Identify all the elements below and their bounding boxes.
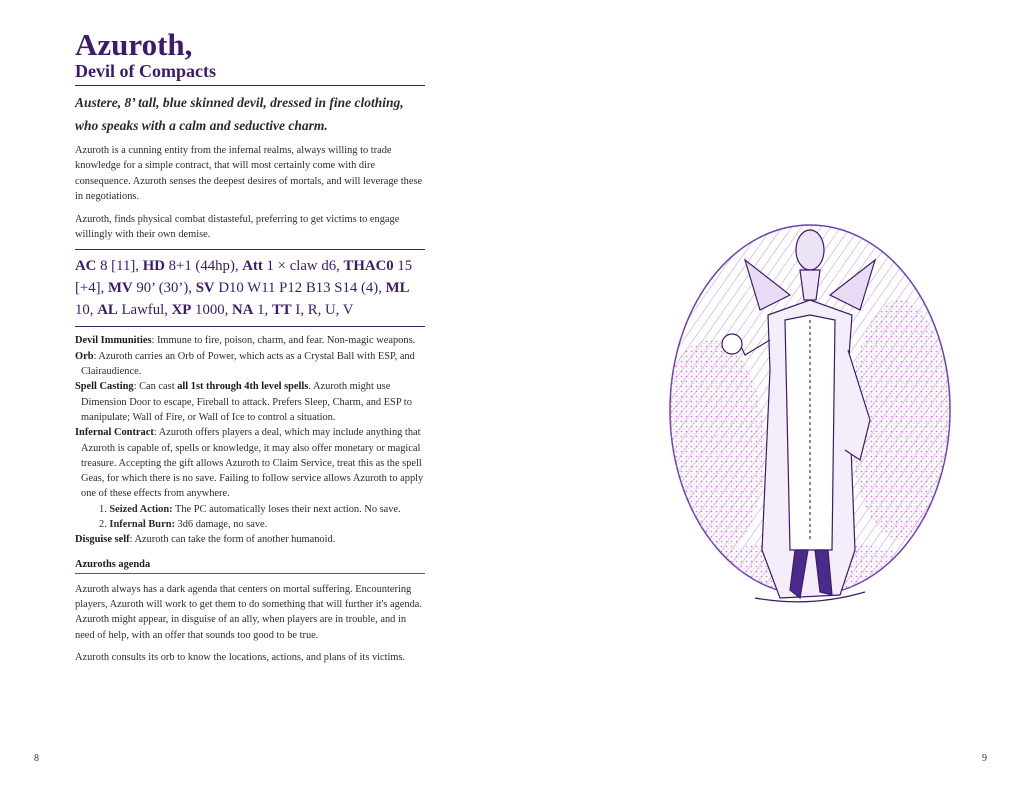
stat-tt-label: TT (271, 302, 292, 319)
stat-block (75, 255, 425, 321)
stat-mv-label: MV (108, 280, 133, 297)
effect-2-number: 2. (99, 519, 107, 530)
title-rule (75, 85, 425, 86)
effect-2-label: Infernal Burn: (109, 519, 175, 530)
ability-contract-label: Infernal Contract (75, 427, 154, 439)
stat-na-value: 1, (257, 302, 269, 319)
stat-mv-value: 90’ (30’), (136, 280, 192, 297)
ability-orb-label: Orb (75, 350, 94, 362)
intro-paragraph-1: Azuroth is a cunning entity from the infernal realms, always willing to trade knowledge for a simple contract, that will most certainly come with dire consequence. Azuroth senses the deepest desires of mortals, and will leverage these in negotiations. (75, 145, 423, 203)
page-title: Azuroth, (75, 27, 193, 62)
stat-sv-value: D10 W11 P12 B13 S14 (4), (218, 280, 382, 297)
text-column (75, 28, 425, 673)
stat-xp-value: 1000, (195, 302, 229, 319)
ability-orb-text: : Azuroth carries an Orb of Power, which acts as a Crystal Ball with ESP, and Clairaudience. (81, 350, 415, 378)
page-number-right: 9 (982, 753, 987, 764)
stat-att-value: 1 × claw d6, (266, 258, 340, 275)
ability-spell-text-1: : Can cast (133, 381, 178, 393)
stat-sv-label: SV (195, 280, 215, 297)
stat-thaco-value: 15 [+4], (75, 258, 413, 297)
stat-att-label: Att (242, 258, 263, 275)
ability-immunities-text: : Immune to fire, poison, charm, and fear. Non-magic weapons. (151, 335, 416, 347)
agenda-heading: Azuroths agenda (75, 558, 151, 570)
stat-hd-label: HD (142, 258, 165, 275)
stat-tt-value: I, R, U, V (295, 302, 354, 319)
stat-al-value: Lawful, (121, 302, 168, 319)
agenda-paragraph-2: Azuroth consults its orb to know the locations, actions, and plans of its victims. (75, 652, 406, 664)
effect-2-text: 3d6 damage, no save. (174, 519, 268, 530)
ability-orb (75, 349, 425, 380)
contract-effect-1 (75, 502, 425, 517)
ability-spell-label: Spell Casting (75, 381, 134, 393)
ability-immunities (75, 333, 425, 348)
stat-al-label: AL (97, 302, 118, 319)
ability-spell-emphasis: all 1st through 4th level spells (177, 381, 309, 393)
stat-hd-value: 8+1 (44hp), (168, 258, 239, 275)
ability-contract-text: : Azuroth offers players a deal, which may include anything that Azuroth is capable of, spells or knowledge, it may also offer monetary or magical treasure. Accepting the gift allows Azuroth to Claim Service, treat this as the spell Geas, for which there is no save. Failing to follow service allows Azuroth to apply one of these effects from anywhere. (81, 427, 424, 500)
stat-ac-value: 8 [11], (100, 258, 139, 275)
agenda-paragraph-1: Azuroth always has a dark agenda that centers on mortal suffering. Encountering players, Azuroth will work to get them to do something that will further it's agenda. Azuroth might appear, in disguise of an ally, when players are in trouble, and in need of help, with an offer that sounds too good to be true. (75, 583, 423, 641)
stat-thaco-label: THAC0 (343, 258, 394, 275)
devil-illustration (650, 220, 960, 615)
stat-ac-label: AC (75, 258, 97, 275)
stat-ml-value: 10, (75, 302, 94, 319)
ability-spell-text-2: . Azuroth might use Dimension Door to escape, Fireball to attack. Prefers Sleep, Charm, and ESP to manipulate; Wall of Fire, or Wall of Ice to control a situation. (81, 381, 412, 423)
right-page (512, 0, 1024, 791)
ability-infernal-contract (75, 425, 425, 501)
ability-spell-casting (75, 379, 425, 425)
ability-immunities-label: Devil Immunities (75, 335, 152, 347)
effect-1-number: 1. (99, 503, 107, 515)
ability-disguise-label: Disguise self (75, 534, 130, 546)
tagline: Austere, 8’ tall, blue skinned devil, dressed in fine clothing, who speaks with a calm and seductive charm. (75, 95, 404, 133)
contract-effect-2 (75, 517, 425, 532)
page-number-left: 8 (34, 753, 39, 764)
stat-xp-label: XP (171, 302, 192, 319)
page-subtitle: Devil of Compacts (75, 61, 216, 81)
ability-disguise-text: : Azuroth can take the form of another humanoid. (129, 534, 336, 546)
effect-1-label: Seized Action: (109, 503, 173, 515)
ability-disguise (75, 532, 425, 547)
stats-top-rule (75, 249, 425, 250)
stat-ml-label: ML (385, 280, 410, 297)
stat-na-label: NA (232, 302, 254, 319)
intro-paragraph-2: Azuroth, finds physical combat distasteful, preferring to get victims to engage willingly with their own demise. (75, 213, 400, 241)
effect-1-text: The PC automatically loses their next action. No save. (172, 503, 401, 515)
